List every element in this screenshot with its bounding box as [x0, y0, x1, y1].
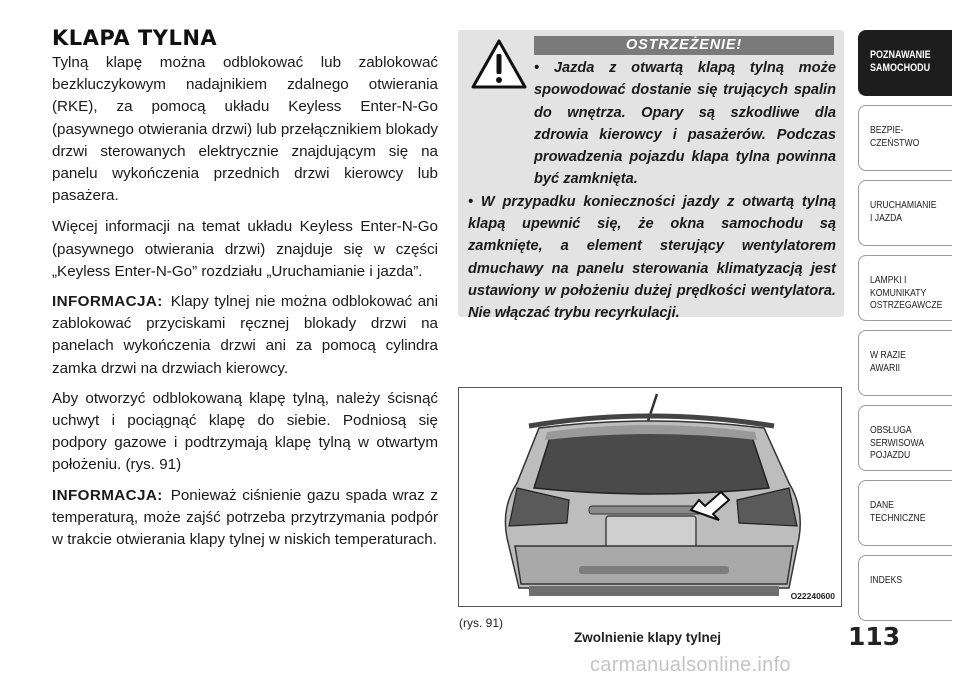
warning-header: OSTRZEŻENIE!	[534, 36, 834, 55]
tab-label: LAMPKI I KOMUNIKATY OSTRZEGAWCZE	[870, 274, 943, 311]
tailgate-illustration	[459, 388, 840, 605]
info-label: INFORMACJA:	[52, 293, 163, 311]
warning-box	[458, 30, 844, 322]
tab-w-razie-awarii[interactable]	[858, 330, 952, 396]
tab-obsluga-serwisowa[interactable]	[858, 405, 952, 471]
watermark: carmanualsonline.info	[590, 654, 791, 676]
tab-poznawanie-samochodu[interactable]	[858, 30, 952, 96]
paragraph-opening: Aby otworzyć odblokowaną klapę tylną, należy ścisnąć uchwyt i pociągnąć klapę do siebie. Podniosą się podpory gazowe i podtrzymają klapę tylną w otwartym położeniu. (rys. 91)	[52, 389, 438, 474]
tab-indeks[interactable]	[858, 555, 952, 621]
warning-item-2: • W przypadku konieczności jazdy z otwartą tylną klapą upewnić się, że okna samochodu są zamknięte, a element sterujący wentylatorem dmuchawy na panelu sterowania klimatyzacją jest ustawiony w położeniu dużej prędkości wentylatora. Nie włączać trybu recyrkulacji.	[468, 193, 836, 322]
tab-label: URUCHAMIANIE I JAZDA	[870, 199, 937, 224]
tab-label: POZNAWANIE SAMOCHODU	[870, 49, 931, 74]
tab-uruchamianie-i-jazda[interactable]	[858, 180, 952, 246]
info-text: Ponieważ ciśnienie gazu spada wraz z temperaturą, może zajść potrzeba przytrzymania podpór w trakcie otwierania klapy tylnej w niskich temperaturach.	[52, 486, 438, 549]
section-title: KLAPA TYLNA	[52, 26, 218, 50]
main-text-column	[52, 26, 438, 559]
paragraph-intro: Tylną klapę można odblokować lub zablokować bezkluczykowym nadajnikiem zdalnego otwierania (RKE), za pomocą układu Keyless Enter-N-Go (pasywnego otwierania drzwi) lub przełącznikiem blokady drzwi sterowanych elektrycznie znajdującym się na panelu wykończenia przednich drzwi kierowcy lub pasażera.	[52, 54, 438, 205]
chapter-tabs	[858, 30, 952, 630]
warning-item-1: • Jazda z otwartą klapą tylną może spowodować dostanie się trujących spalin do wnętrza. Opary są szkodliwe dla zdrowia kierowcy i pasażerów. Podczas prowadzenia pojazdu klapa tylna powinna być zamknięta.	[534, 60, 836, 188]
figure-reference: (rys. 91)	[459, 616, 504, 630]
info-note-1	[52, 291, 438, 380]
tab-label: BEZPIE- CZEŃSTWO	[870, 124, 920, 149]
page-number: 113	[848, 622, 901, 651]
tab-label: W RAZIE AWARII	[870, 349, 906, 374]
info-label: INFORMACJA:	[52, 486, 163, 504]
tab-label: OBSŁUGA SERWISOWA POJAZDU	[870, 424, 925, 461]
tab-lampki-i-komunikaty[interactable]	[858, 255, 952, 321]
warning-body	[468, 57, 836, 325]
figure-tailgate	[458, 387, 842, 607]
paragraph-keyless: Więcej informacji na temat układu Keyless Enter-N-Go (pasywnego otwierania drzwi) znajduje się w części „Keyless Enter-N-Go” rozdziału „Uruchamianie i jazda”.	[52, 218, 438, 280]
info-text: Klapy tylnej nie można odblokować ani zablokować przyciskami ręcznej blokady drzwi na panelach wykończenia drzwi ani za pomocą cylindra zamka drzwi na drzwiach kierowcy.	[52, 293, 438, 377]
tab-label: INDEKS	[870, 574, 903, 586]
tab-dane-techniczne[interactable]	[858, 480, 952, 546]
info-note-2	[52, 485, 438, 552]
figure-code: O22240600	[790, 591, 835, 601]
figure-caption: Zwolnienie klapy tylnej	[574, 630, 722, 645]
tab-label: DANE TECHNICZNE	[870, 499, 926, 524]
tab-bezpieczenstwo[interactable]	[858, 105, 952, 171]
